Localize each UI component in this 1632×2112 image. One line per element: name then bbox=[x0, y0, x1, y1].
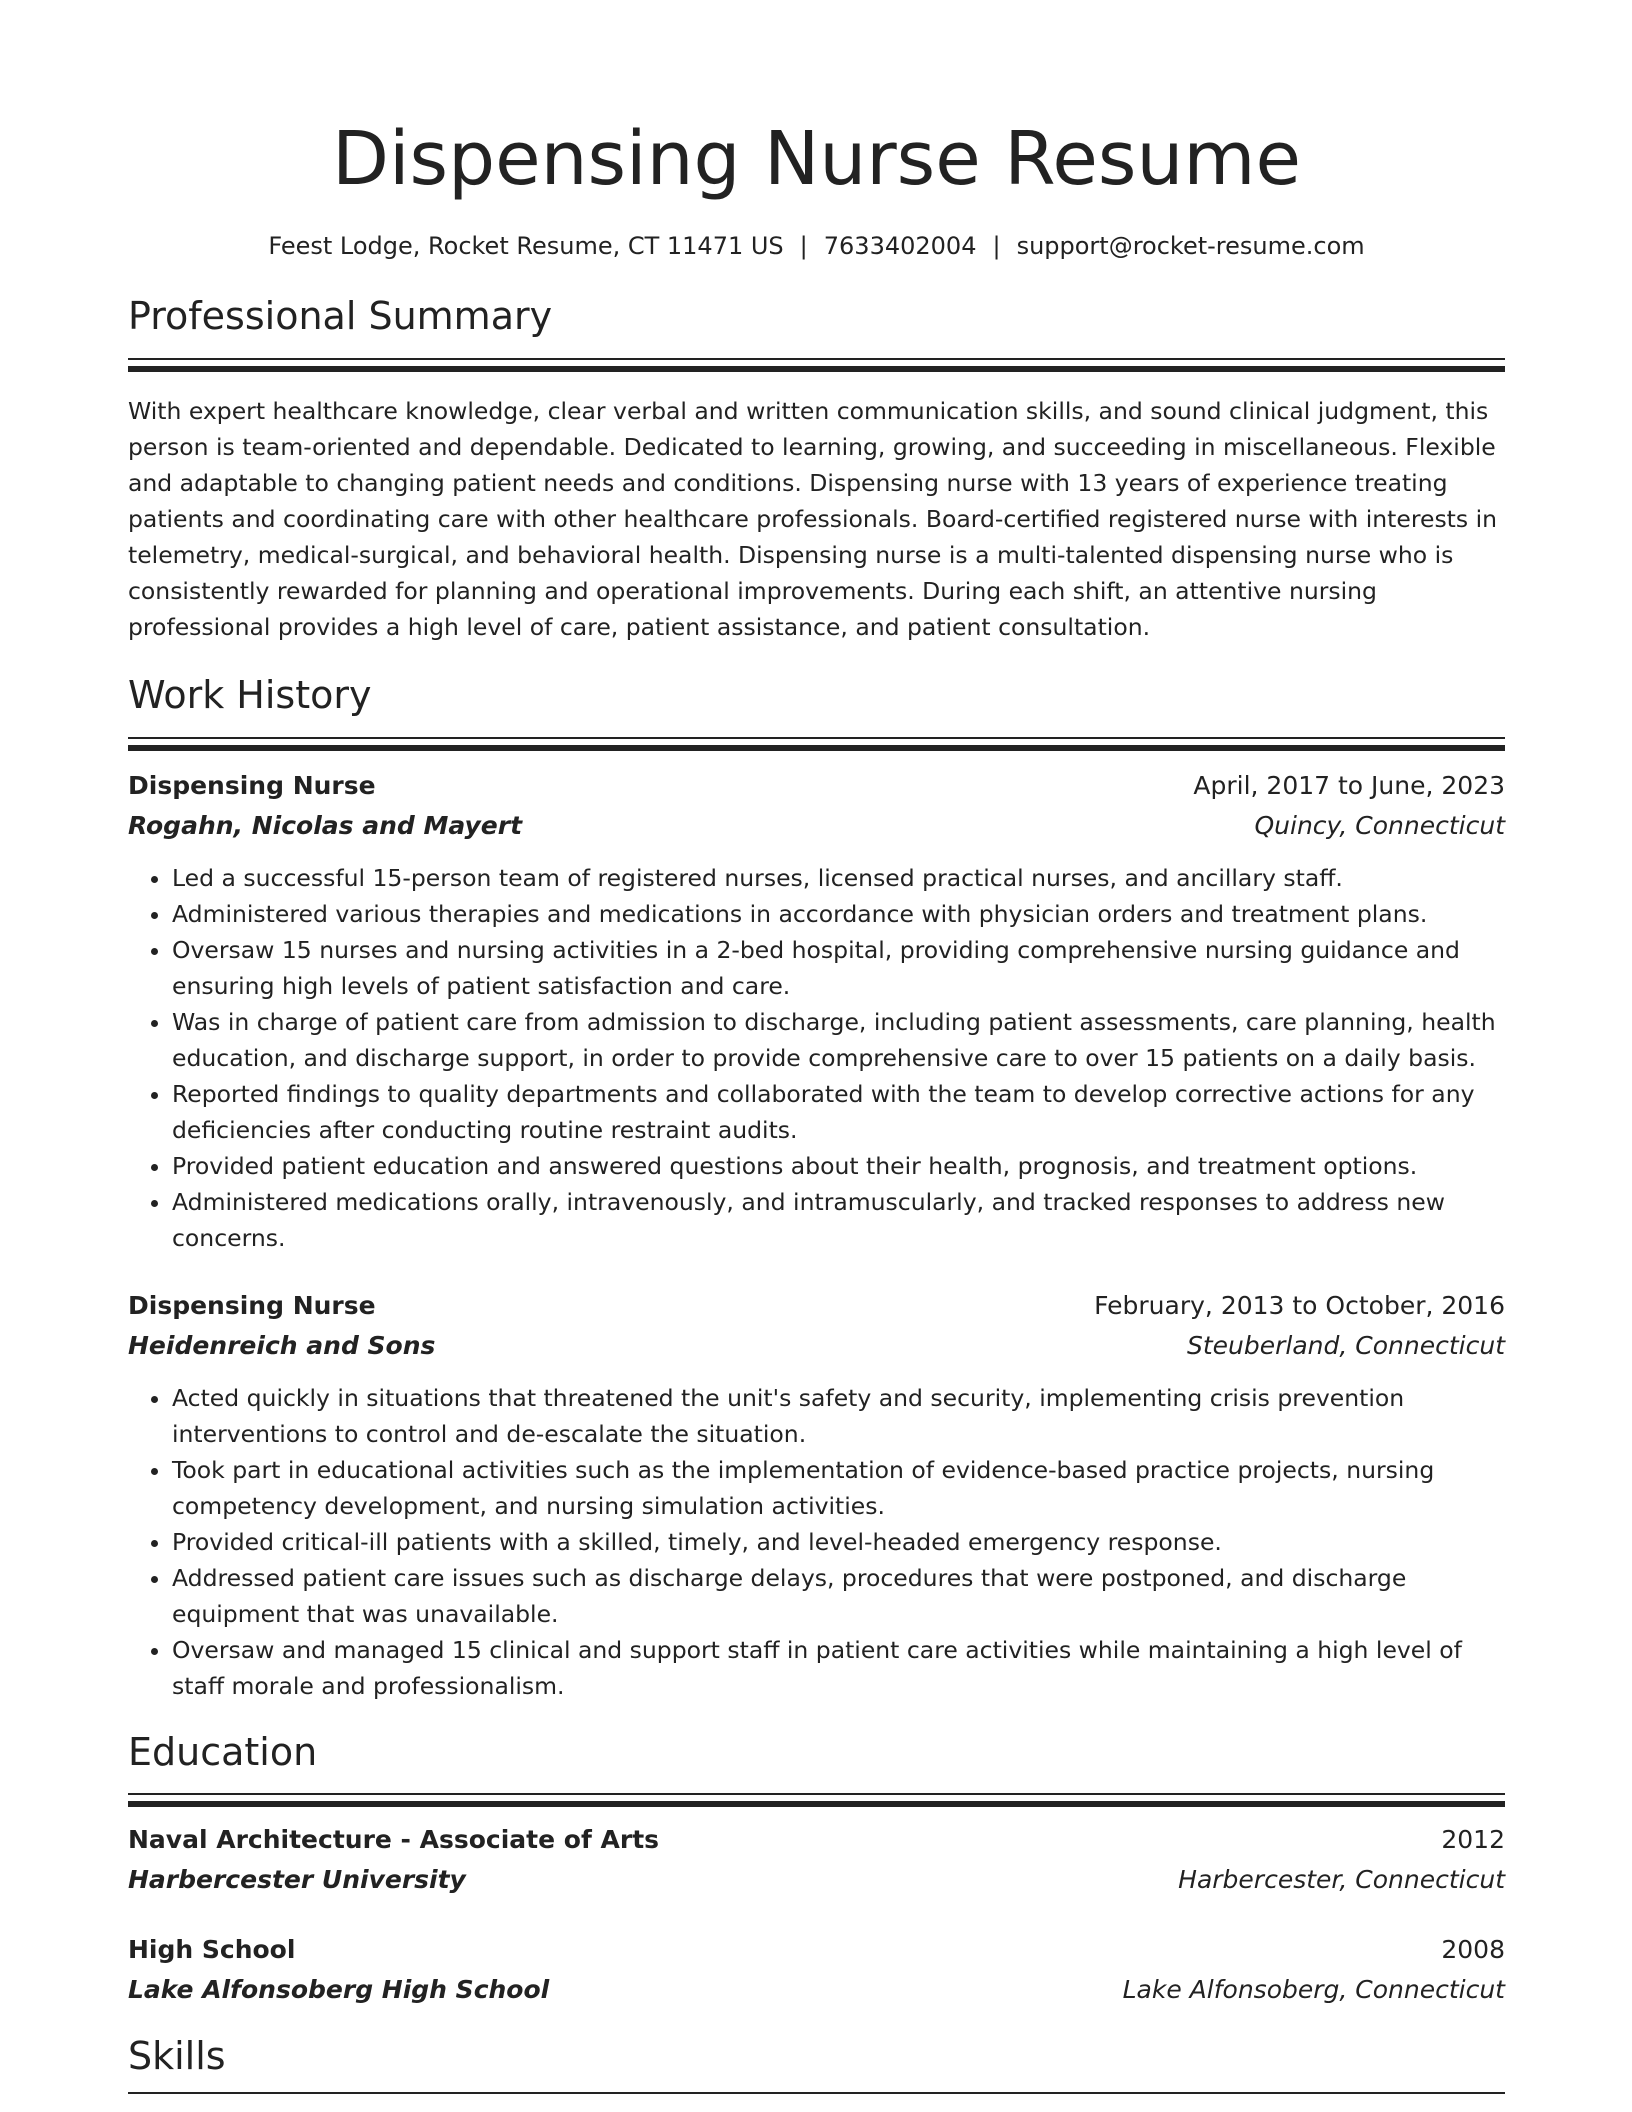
education-degree: Naval Architecture - Associate of Arts bbox=[128, 1825, 660, 1855]
contact-line bbox=[128, 232, 1505, 260]
job-bullet: • Took part in educational activities such as the implementation of evidence-based practice projects, nursing competency development, and nursing simulation activities. bbox=[172, 1452, 1505, 1524]
contact-separator: | bbox=[992, 232, 1001, 260]
education-degree-row bbox=[128, 1930, 1505, 1970]
job-bullet: • Addressed patient care issues such as discharge delays, procedures that were postponed, and discharge equipment that was unavailable. bbox=[172, 1560, 1505, 1632]
section-divider bbox=[128, 1793, 1505, 1804]
job-bullet: • Oversaw and managed 15 clinical and support staff in patient care activities while maintaining a high level of staff morale and professionalism. bbox=[172, 1632, 1505, 1704]
job-bullet: • Acted quickly in situations that threatened the unit's safety and security, implementing crisis prevention interventions to control and de-escalate the situation. bbox=[172, 1380, 1505, 1452]
job-company-row bbox=[128, 806, 1505, 846]
education-degree-row bbox=[128, 1820, 1505, 1860]
job-title: Dispensing Nurse bbox=[128, 1290, 376, 1320]
job-dates: February, 2013 to October, 2016 bbox=[1094, 1290, 1505, 1320]
job-header-row bbox=[128, 766, 1505, 806]
summary-text: With expert healthcare knowledge, clear verbal and written communication skills, and sound clinical judgment, this person is team-oriented and dependable. Dedicated to learning, growing, and succeeding in miscellaneous. Flexible and adaptable to changing patient needs and conditions. Dispensing nurse with 13 years of experience treating patients and coordinating care with other healthcare professionals. Board-certified registered nurse with interests in telemetry, medical-surgical, and behavioral health. Dispensing nurse is a multi-talented dispensing nurse who is consistently rewarded for planning and operational improvements. During each shift, an attentive nursing professional provides a high level of care, patient assistance, and patient consultation. bbox=[128, 396, 1498, 641]
job-bullet: • Led a successful 15-person team of registered nurses, licensed practical nurses, and ancillary staff. bbox=[172, 860, 1505, 896]
education-heading: Education bbox=[128, 1729, 318, 1774]
job-bullet: • Was in charge of patient care from admission to discharge, including patient assessments, care planning, health education, and discharge support, in order to provide comprehensive care to over 15 patients on a daily basis. bbox=[172, 1004, 1505, 1076]
education-year: 2012 bbox=[1441, 1825, 1505, 1855]
section-divider bbox=[128, 358, 1505, 369]
job-header-row bbox=[128, 1286, 1505, 1326]
education-school-row bbox=[128, 1860, 1505, 1900]
summary-section bbox=[128, 296, 1505, 645]
section-divider bbox=[128, 737, 1505, 748]
education-degree: High School bbox=[128, 1935, 296, 1965]
education-entry bbox=[128, 1820, 1505, 1900]
job-company: Heidenreich and Sons bbox=[128, 1330, 436, 1360]
education-location: Lake Alfonsoberg, Connecticut bbox=[1122, 1975, 1505, 2005]
resume-title: Dispensing Nurse Resume bbox=[332, 116, 1301, 202]
job-location: Quincy, Connecticut bbox=[1254, 810, 1505, 840]
education-school: Harbercester University bbox=[128, 1865, 466, 1895]
job-company: Rogahn, Nicolas and Mayert bbox=[128, 810, 523, 840]
job-bullet: • Provided patient education and answered questions about their health, prognosis, and treatment options. bbox=[172, 1148, 1505, 1184]
job-dates: April, 2017 to June, 2023 bbox=[1193, 770, 1505, 800]
skills-section bbox=[128, 2036, 1505, 2094]
job-company-row bbox=[128, 1326, 1505, 1366]
work-history-section bbox=[128, 672, 1505, 1704]
section-divider bbox=[128, 2092, 1505, 2094]
job-bullet: • Oversaw 15 nurses and nursing activities in a 2-bed hospital, providing comprehensive nursing guidance and ensuring high levels of patient satisfaction and care. bbox=[172, 932, 1505, 1004]
work-history-heading: Work History bbox=[128, 672, 372, 717]
contact-email: support@rocket-resume.com bbox=[1016, 232, 1365, 260]
job-bullet-list bbox=[128, 860, 1505, 1256]
education-school-row bbox=[128, 1970, 1505, 2010]
job-location: Steuberland, Connecticut bbox=[1186, 1330, 1505, 1360]
education-section bbox=[128, 1729, 1505, 2011]
education-entry bbox=[128, 1930, 1505, 2010]
job-entry bbox=[128, 766, 1505, 1256]
job-title: Dispensing Nurse bbox=[128, 770, 376, 800]
contact-address: Feest Lodge, Rocket Resume, CT 11471 US bbox=[268, 232, 784, 260]
job-bullet: • Provided critical-ill patients with a skilled, timely, and level-headed emergency response. bbox=[172, 1524, 1505, 1560]
job-bullet-list bbox=[128, 1380, 1505, 1704]
contact-separator: | bbox=[799, 232, 808, 260]
contact-phone: 7633402004 bbox=[823, 232, 977, 260]
education-year: 2008 bbox=[1441, 1935, 1505, 1965]
education-location: Harbercester, Connecticut bbox=[1178, 1865, 1505, 1895]
skills-heading: Skills bbox=[128, 2034, 226, 2079]
job-bullet: • Reported findings to quality departments and collaborated with the team to develop corrective actions for any deficiencies after conducting routine restraint audits. bbox=[172, 1076, 1505, 1148]
job-bullet: • Administered various therapies and medications in accordance with physician orders and treatment plans. bbox=[172, 896, 1505, 932]
education-school: Lake Alfonsoberg High School bbox=[128, 1975, 550, 2005]
job-entry bbox=[128, 1286, 1505, 1704]
summary-heading: Professional Summary bbox=[128, 294, 553, 338]
job-bullet: • Administered medications orally, intravenously, and intramuscularly, and tracked responses to address new concerns. bbox=[172, 1184, 1505, 1256]
